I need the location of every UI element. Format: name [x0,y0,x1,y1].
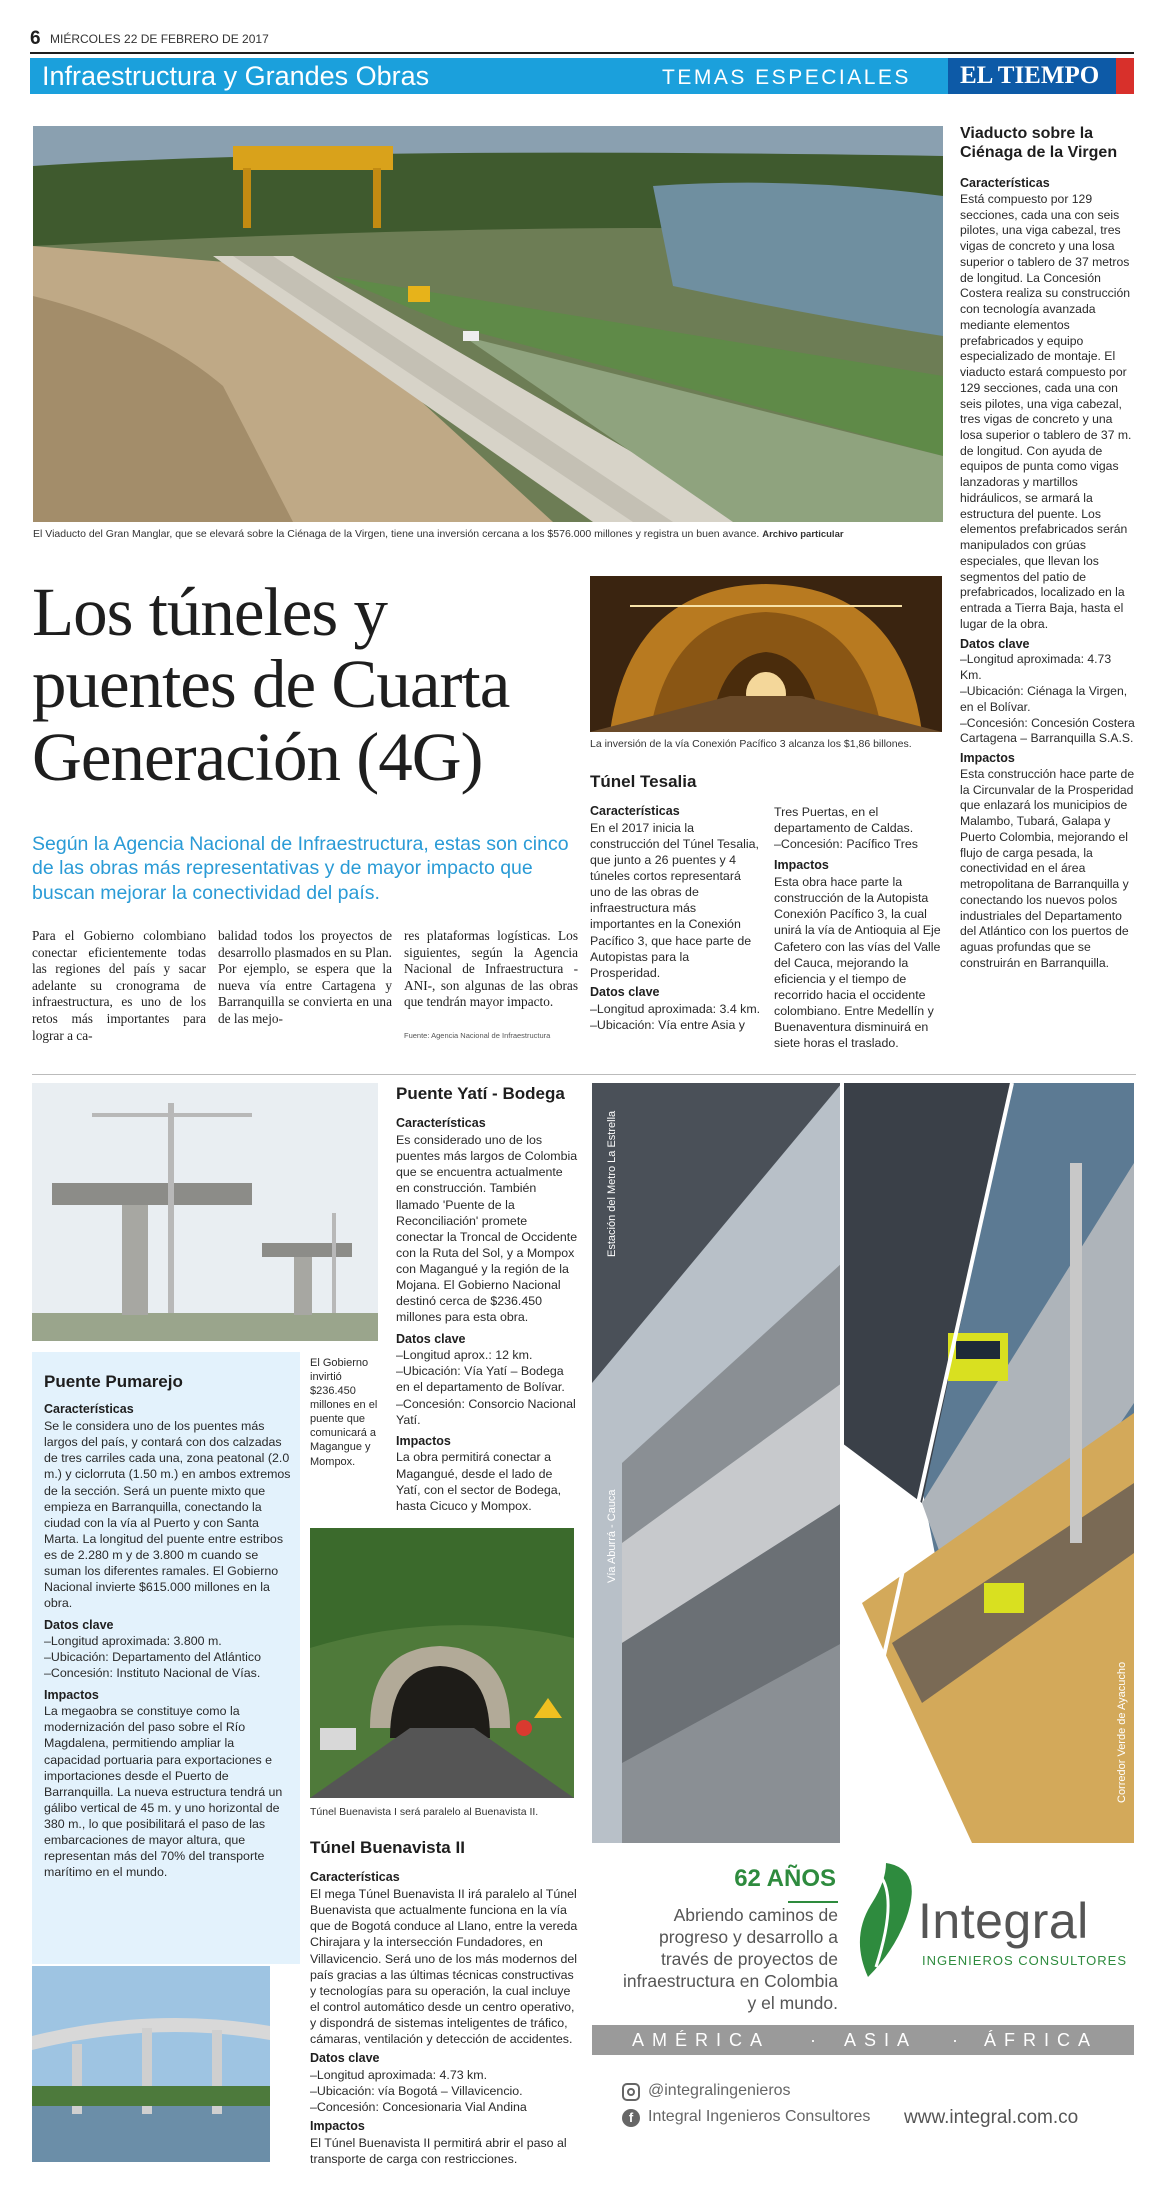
pumarejo-dato-3: –Concesión: Instituto Nacional de Vías. [44,1666,261,1681]
tesalia-caracteristicas: En el 2017 inicia la construcción del Túnel Tesalia, que junto a 26 puentes y 4 túneles cortos representará uno de las obras de infraestructura más importantes en la Conexión Pacífico 3, que hace parte de Autopistas para la Prosperidad. [590,820,759,980]
tesalia-dato-1: –Longitud aproximada: 3.4 km. [590,1001,761,1016]
tesalia-datos-label: Datos clave [590,984,660,999]
yati-dato-2: –Ubicación: Vía Yatí – Bodega en el departamento de Bolívar. [396,1364,565,1395]
buenavista-dato-2: –Ubicación: vía Bogotá – Villavicencio. [310,2084,523,2099]
tesalia-title: Túnel Tesalia [590,772,697,791]
yati-side-note: El Gobierno invirtió $236.450 millones en el puente que comunicará a Magangue y Mompox. [310,1357,378,1468]
pumarejo-caracteristicas-label: Características [44,1402,134,1417]
integral-ad [592,1083,1134,2163]
viaducto-caracteristicas: Está compuesto por 129 secciones, cada una con seis pilotes, una viga cabezal, tres vigas de concreto y una losa superior o tablero de 37 metros de longitud. La Concesión Costera realiza su construcción con tecnología avanzada mediante elementos prefabricados y equipo especializado de montaje. El viaducto estará compuesto por 129 secciones, cada una con seis pilotes, una viga cabezal, tres vigas de concreto y una losa superior o tablero de 37 m. de longitud. Con ayuda de equipos de punta como vigas lanzadoras y martillos hidráulicos, se armará la estructura del puente. Los elementos prefabricados serán manipulados con grúas especiales, que llevan los segmentos del patio de prefabricados, localizado en la entrada a Tierra Baja, hasta el lugar de la obra. [960,192,1132,631]
yati-dato-1: –Longitud aprox.: 12 km. [396,1348,533,1363]
viaducto-impactos-label: Impactos [960,751,1015,766]
viaducto-title: Viaducto sobre la Ciénaga de la Virgen [960,125,1118,162]
region-2: ASIA [844,2030,918,2050]
yati-impactos-label: Impactos [396,1433,451,1448]
header-rule [30,52,1134,54]
page-number: 6 [30,28,41,49]
viaducto-caracteristicas-label: Características [960,176,1050,191]
ad-instagram[interactable]: @integralingenieros [648,2082,791,2099]
buenavista-impactos: El Túnel Buenavista II permitirá abrir el paso al transporte de carga con restricciones. [310,2135,567,2167]
viaducto-dato-1: –Longitud aproximada: 4.73 Km. [960,652,1112,683]
buenavista-caption: Túnel Buenavista I será paralelo al Buenavista II. [310,1806,539,1818]
tesalia-dato-2: –Ubicación: Vía entre Asia y [590,1017,745,1032]
region-1: AMÉRICA [632,2030,771,2050]
integral-brand-sub: INGENIEROS CONSULTORES [922,1953,1127,1968]
viaducto-dato-2: –Ubicación: Ciénaga la Virgen, en el Bolívar. [960,683,1128,714]
ad-label-corredor: Corredor Verde de Ayacucho [1116,1661,1128,1803]
region-3: ÁFRICA [984,2030,1099,2050]
pumarejo-dato-1: –Longitud aproximada: 3.800 m. [44,1634,222,1649]
pumarejo-text [44,1372,292,1881]
yati-text [396,1084,578,1514]
region-dot-2: · [952,2030,958,2050]
section-title: Infraestructura y Grandes Obras [42,61,430,91]
ad-label-metro: Estación del Metro La Estrella [606,1110,618,1257]
integral-leaf-icon [846,1859,926,1983]
special-label: TEMAS ESPECIALES [662,66,911,89]
pumarejo-caracteristicas: Se le considera uno de los puentes más largos del país, y contará con dos calzadas de tres carriles cada una, zona peatonal (2.0 m.) y ciclorruta (1.50 m.) en ambos extremos de la sección. Será un puente mixto que empieza en Barranquilla, conectando la ciudad con la vía al Puerto y con Santa Marta. La longitud del puente entre estribos es de 2.280 m y de 3.800 m cuando se suman los diferentes ramales. El Gobierno Nacional invierte $615.000 millones en la obra. [44,1419,291,1611]
buenavista-dato-3: –Concesión: Concesionaria Vial Andina [310,2100,527,2115]
yati-photo [32,1083,378,1341]
region-dot-1: · [810,2030,816,2050]
viaducto-datos-label: Datos clave [960,636,1030,651]
yati-datos-label: Datos clave [396,1331,466,1346]
intro-col-3: res plataformas logísticas. Los siguientes, según la Agencia Nacional de Infraestructura -ANI-, son algunas de las obras que tendrán mayor impacto. [404,928,578,1010]
yati-impactos: La obra permitirá conectar a Magangué, desde el lado de Yatí, con el sector de Bodega, hasta Cicuco y Mompox. [396,1450,562,1513]
intro-col-1: Para el Gobierno colombiano conectar eficientemente todas las regiones del país y sacar adelante su cronograma de infraestructura, es uno de los retos más importantes para lograr a ca- [32,928,206,1043]
brand-logo: EL TIEMPO [960,62,1100,89]
tesalia-col-2 [774,804,942,1051]
section-divider [32,1074,1136,1075]
ad-label-via: Vía Aburrá - Cauca [606,1489,618,1583]
ad-website[interactable]: www.integral.com.co [904,2107,1079,2128]
tesalia-dato-4: –Concesión: Pacífico Tres [774,837,918,852]
tesalia-impactos-label: Impactos [774,858,829,873]
ad-years-rule [788,1901,838,1903]
ad-years: 62 AÑOS [734,1865,836,1892]
viaducto-sidebar [960,124,1136,972]
viaducto-photo-credit: Archivo particular [762,529,844,540]
ad-facebook[interactable]: Integral Ingenieros Consultores [648,2108,871,2125]
ad-collage [592,1083,1134,1843]
yati-caracteristicas: Es considerado uno de los puentes más largos de Colombia que se encuentra actualmente en construcción. También llamado 'Puente de la Reconciliación' promete conectar la Troncal de Occidente con la Ruta del Sol, y a Mompox con Magangué y la región de la Mojana. El Gobierno Nacional destinó cerca de $236.450 millones para esta obra. [396,1133,578,1325]
tesalia-caracteristicas-label: Características [590,804,680,818]
pumarejo-photo [32,1966,270,2162]
yati-caracteristicas-label: Características [396,1116,486,1131]
pumarejo-impactos: La megaobra se constituye como la modernización del paso sobre el Río Magdalena, permitiendo ampliar la capacidad portuaria para exportaciones e importaciones desde el Puerto de Barranquilla. La nueva estructura tendrá un gálibo vertical de 45 m. y uno horizontal de 380 m., lo que posibilitará el paso de las embarcaciones de mayor altura, que representan más del 70% del transporte marítimo en el mundo. [44,1704,283,1880]
buenavista-text [310,1838,578,2167]
yati-dato-3: –Concesión: Consorcio Nacional Yatí. [396,1396,576,1427]
integral-brand: Integral [918,1893,1089,1949]
viaducto-impactos: Esta construcción hace parte de la Circunvalar de la Prosperidad que enlazará los municipios de Malambo, Tubará, Galapa y Puerto Colombia, mejorando el flujo de carga pesada, la conectividad en el área metropolitana de Barranquilla y conectando los nuevos polos industriales del Departamento del Atlántico con los puertos de aguas profundas que se construirán en Barranquilla. [960,766,1135,970]
page-date: MIÉRCOLES 22 DE FEBRERO DE 2017 [50,32,269,46]
page-header [30,28,1134,96]
buenavista-dato-1: –Longitud aproximada: 4.73 km. [310,2067,488,2082]
buenavista-impactos-label: Impactos [310,2119,365,2134]
pumarejo-title: Puente Pumarejo [44,1372,183,1391]
tesalia-impactos: Esta obra hace parte la construcción de la Autopista Conexión Pacífico 3, la cual unirá la vía de Antioquia al Eje Cafetero con las vías del Valle del Cauca, mejorando la eficiencia y el tiempo de recorrido hacia el occidente colombiano. Entre Medellín y Buenaventura disminuirá en siete horas el traslado. [774,875,941,1051]
viaducto-dato-3: –Concesión: Concesión Costera Cartagena – Barranquilla S.A.S. [960,715,1135,746]
facebook-icon: f [622,2109,640,2127]
pumarejo-datos-label: Datos clave [44,1617,114,1632]
buenavista-photo [310,1528,574,1798]
viaducto-photo [33,126,943,522]
brand-accent [1116,58,1134,94]
viaducto-caption [33,528,943,542]
tesalia-col-1 [590,804,762,1033]
viaducto-caption-text: El Viaducto del Gran Manglar, que se elevará sobre la Ciénaga de la Virgen, tiene una inversión cercana a los $576.000 millones y registra un buen avance. [33,528,760,540]
intro-source: Fuente: Agencia Nacional de Infraestructura [404,1031,551,1040]
lead-text: Según la Agencia Nacional de Infraestructura, estas son cinco de las obras más representativas y de mayor impacto que buscan mejorar la conectividad del país. [32,833,569,904]
intro-col-2: balidad todos los proyectos de desarrollo plasmados en su Plan. Por ejemplo, se espera que la nueva vía entre Cartagena y Barranquilla se convierta en una de las mejo- [218,928,392,1027]
instagram-icon-lens [627,2088,635,2096]
pumarejo-impactos-label: Impactos [44,1687,99,1702]
yati-title: Puente Yatí - Bodega [396,1084,565,1103]
buenavista-caracteristicas: El mega Túnel Buenavista II irá paralelo al Túnel Buenavista que actualmente funciona en la vía que de Bogotá conduce al Llano, entre la vereda Chirajara y la intersección Fundadores, en Villavicencio. Será uno de los más modernos del país gracias a las últimas técnicas constructivas y tecnologías para su operación, la cual incluye el control automático desde un centro operativo, y dispondrá de sistemas inteligentes de tráfico, cámaras, ventilación y detección de accidentes. [310,1887,578,2047]
tesalia-photo [590,576,942,732]
ad-tagline: Abriendo caminos de progreso y desarrollo a través de proyectos de infraestructura en Colombia y el mundo. [623,1905,838,2013]
buenavista-title: Túnel Buenavista II [310,1838,465,1857]
instagram-icon [622,2083,640,2101]
headline: Los túneles y puentes de Cuarta Generación (4G) [32,574,510,795]
pumarejo-dato-2: –Ubicación: Departamento del Atlántico [44,1650,261,1665]
tesalia-caption: La inversión de la vía Conexión Pacífico 3 alcanza los $1,86 billones. [590,738,912,750]
tesalia-dato-3: Tres Puertas, en el departamento de Caldas. [774,805,914,836]
buenavista-caracteristicas-label: Características [310,1870,400,1885]
buenavista-datos-label: Datos clave [310,2051,380,2066]
